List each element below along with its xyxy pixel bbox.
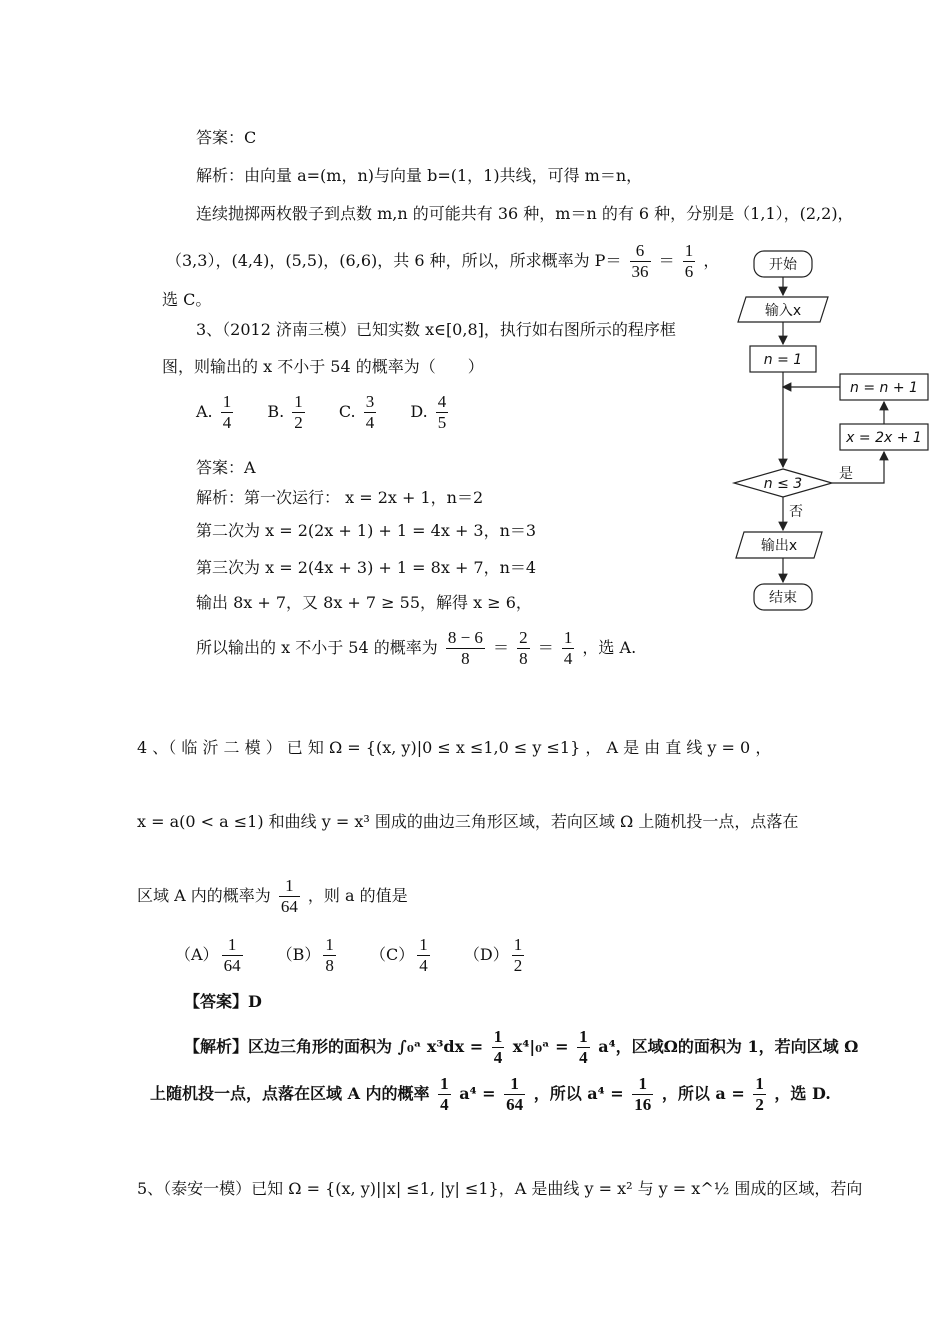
- fraction: $\frac{1}{64}$: [280, 876, 298, 916]
- flow-cond-label: n ≤ 3: [763, 476, 803, 492]
- q4-option-a: （A） $\frac{1}{64}$: [175, 935, 241, 975]
- fraction: $\frac{1}{6}$: [684, 241, 694, 281]
- q3-stem-line-1: 3、（2012 济南三模）已知实数 x∈[0,8]，执行如右图所示的程序框: [196, 320, 676, 339]
- q4-option-c: （C） $\frac{1}{4}$: [370, 935, 428, 975]
- q3-step-3: 第三次为 x = 2(4x + 3) + 1 = 8x + 7，n＝4: [196, 558, 537, 577]
- q4-stem-line-1: 4 、（ 临 沂 二 模 ） 已 知 Ω = {(x, y)|0 ≤ x ≤1,0 ≤ y ≤1} ， A 是 由 直 线 y = 0 ，: [137, 738, 772, 757]
- q3-option-b: B. $\frac{1}{2}$: [267, 392, 303, 432]
- flow-input-label: 输入x: [764, 303, 802, 319]
- fraction: $\frac{6}{36}$: [631, 241, 649, 281]
- fraction: $\frac{8 - 6}{8}$: [447, 628, 483, 668]
- q2-analysis-line-3: （3,3），(4,4)，(5,5)，(6,6)，共 6 种，所以，所求概率为 P＝ $\frac{6}{36}$ ＝ $\frac{1}{6}$ ，: [166, 241, 720, 281]
- q4-options: [175, 935, 553, 976]
- flowchart: [720, 240, 940, 620]
- flow-yes-label: 是: [839, 466, 853, 482]
- fraction: $\frac{2}{8}$: [519, 628, 528, 668]
- flow-start-label: 开始: [769, 257, 797, 273]
- q2-text: （3,3），(4,4)，(5,5)，(6,6)，共 6 种，所以，所求概率为 P＝: [166, 251, 622, 270]
- q4-answer: 【答案】D: [184, 992, 262, 1011]
- q3-step-4: 输出 8x + 7，又 8x + 7 ≥ 55，解得 x ≥ 6，: [196, 593, 532, 612]
- q3-stem-line-2: 图，则输出的 x 不小于 54 的概率为（ ）: [162, 357, 484, 376]
- q4-stem-line-3: 区域 A 内的概率为 $\frac{1}{64}$ ，则 a 的值是: [137, 876, 408, 916]
- flow-init-label: n = 1: [763, 352, 803, 368]
- fraction: $\frac{1}{4}$: [440, 1074, 449, 1114]
- fraction: $\frac{1}{4}$: [563, 628, 573, 668]
- q4-option-d: （D） $\frac{1}{2}$: [463, 935, 523, 975]
- fraction: $\frac{1}{16}$: [634, 1074, 652, 1114]
- q3-option-a: A. $\frac{1}{4}$: [196, 392, 232, 432]
- q3-answer: 答案：A: [196, 458, 256, 477]
- q3-option-d: D. $\frac{4}{5}$: [410, 392, 447, 432]
- flow-no-label: 否: [789, 504, 803, 520]
- q4-option-b: （B） $\frac{1}{8}$: [276, 935, 334, 975]
- q5-stem-line-1: 5、（泰安一模）已知 Ω = {(x, y)||x| ≤1, |y| ≤1}，A 是曲线 y = x² 与 y = x^½ 围成的区域，若向: [137, 1179, 863, 1198]
- q3-option-c: C. $\frac{3}{4}$: [338, 392, 375, 432]
- q4-stem-line-2: x = a(0 < a ≤1) 和曲线 y = x³ 围成的曲边三角形区域，若向区域 Ω 上随机投一点，点落在: [137, 812, 799, 831]
- q2-analysis-line-2: 连续抛掷两枚骰子到点数 m,n 的可能共有 36 种，m＝n 的有 6 种，分别是（1,1），(2,2)，: [196, 204, 854, 223]
- flow-output-label: 输出x: [760, 538, 798, 554]
- q3-options: [196, 392, 477, 433]
- fraction: $\frac{1}{4}$: [579, 1027, 588, 1067]
- q2-analysis-line-1: 解析：由向量 a=(m，n)与向量 b=(1，1)共线，可得 m＝n，: [196, 166, 643, 185]
- q4-analysis-line-1: 【解析】区边三角形的面积为 ∫₀ᵃ x³dx = $\frac{1}{4}$ x⁴|₀ᵃ = $\frac{1}{4}$ a⁴，区域Ω的面积为 1，若向区域 Ω: [184, 1027, 859, 1067]
- q3-step-1: 解析：第一次运行： x = 2x + 1，n＝2: [196, 488, 484, 507]
- flow-end-label: 结束: [769, 590, 797, 606]
- fraction: $\frac{1}{64}$: [506, 1074, 524, 1114]
- q3-step-2: 第二次为 x = 2(2x + 1) + 1 = 4x + 3，n＝3: [196, 521, 537, 540]
- q2-conclusion: 选 C。: [162, 290, 212, 309]
- fraction: $\frac{1}{2}$: [755, 1074, 764, 1114]
- q3-step-5: 所以输出的 x 不小于 54 的概率为 $\frac{8 - 6}{8}$ ＝ $\frac{2}{8}$ ＝ $\frac{1}{4}$ ，选 A.: [196, 628, 637, 668]
- q4-analysis-line-2: 上随机投一点，点落在区域 A 内的概率 $\frac{1}{4}$ a⁴ = $\frac{1}{64}$ ，所以 a⁴ = $\frac{1}{16}$ ，所以 a = $\frac{1}{2}$ ，选 D.: [150, 1074, 831, 1114]
- flow-incr-label: n = n + 1: [850, 380, 918, 396]
- fraction: $\frac{1}{4}$: [493, 1027, 503, 1067]
- flow-update-label: x = 2x + 1: [846, 430, 922, 446]
- q2-answer: 答案：C: [196, 128, 257, 147]
